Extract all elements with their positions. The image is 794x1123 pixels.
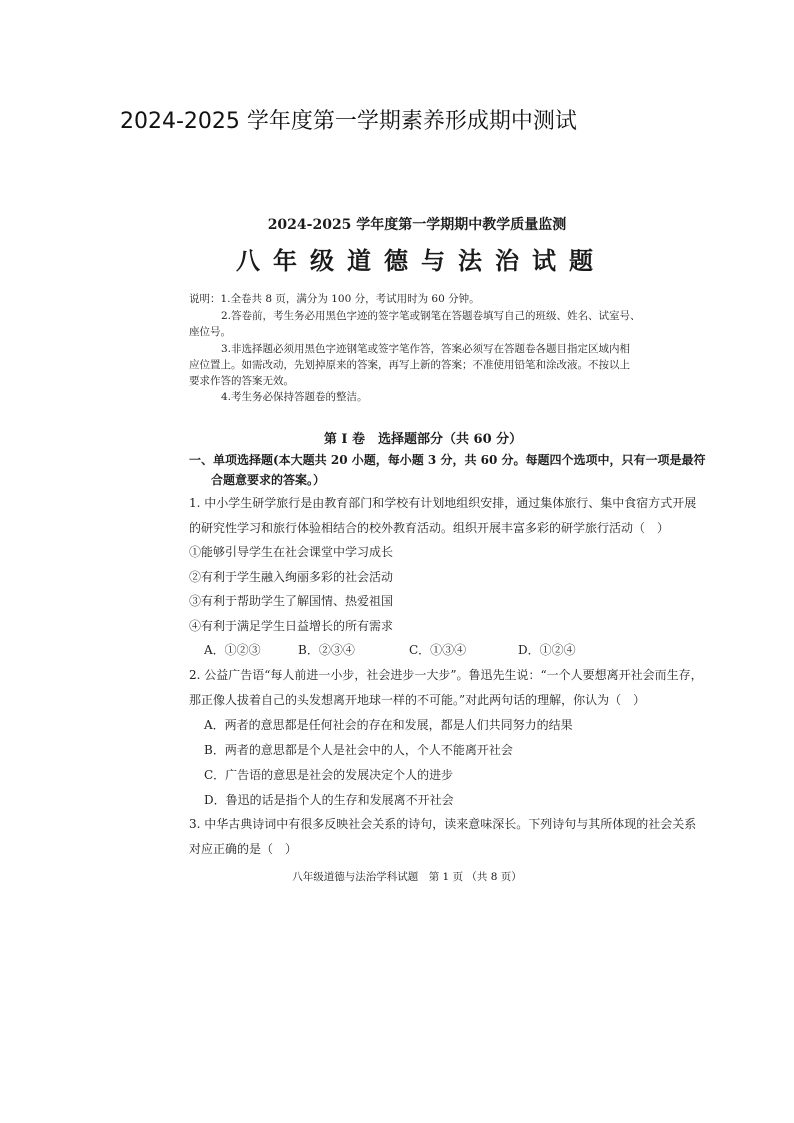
q1-statement-4: ④有利于满足学生日益增长的所有需求: [189, 619, 394, 633]
q1-stem-a: 1. 中小学生研学旅行是由教育部门和学校有计划地组织安排，通过集体旅行、集中食宿方式开展: [189, 496, 697, 510]
q1-option-a: A．①②③: [204, 643, 261, 657]
q2-option-c: C．广告语的意思是社会的发展决定个人的进步: [204, 768, 454, 782]
page-footer: 八年级道德与法治学科试题 第 1 页 （共 8 页）: [292, 871, 522, 883]
q1-option-c: C．①③④: [409, 643, 467, 657]
exam-subtitle: 2024-2025 学年度第一学期期中教学质量监测: [267, 217, 567, 233]
q1-option-d: D．①②④: [518, 643, 576, 657]
section-instruction-b: 合题意要求的答案。）: [211, 473, 326, 487]
q2-stem-a: 2. 公益广告语“每人前进一小步，社会进步一大步”。鲁迅先生说：“一个人要想离开社会而生存，: [189, 668, 703, 682]
page-heading: 2024-2025 学年度第一学期素养形成期中测试: [120, 109, 577, 134]
q1-option-b: B．②③④: [298, 643, 355, 657]
instruction-line-3a: 3.非选择题必须用黑色字迹钢笔或签字笔作答，答案必须写在答题卷各题目指定区域内相: [221, 343, 631, 355]
q2-option-b: B．两者的意思都是个人是社会中的人，个人不能离开社会: [204, 743, 513, 757]
instruction-line-2b: 座位号。: [189, 326, 231, 338]
q3-stem-a: 3. 中华古典诗词中有很多反映社会关系的诗句，读来意味深长。下列诗句与其所体现的社会关系: [189, 817, 697, 831]
instruction-line-3b: 应位置上。如需改动，先划掉原来的答案，再写上新的答案；不准使用铅笔和涂改液。不按以上: [189, 359, 630, 371]
q3-stem-b: 对应正确的是（ ）: [189, 842, 298, 856]
q1-stem-b: 的研究性学习和旅行体验相结合的校外教育活动。组织开展丰富多彩的研学旅行活动（ ）: [189, 521, 670, 535]
instruction-line-3c: 要求作答的答案无效。: [189, 375, 294, 387]
q2-option-a: A．两者的意思都是任何社会的存在和发展，都是人们共同努力的结果: [204, 718, 573, 732]
exam-title: 八年级道德与法治试题: [236, 246, 606, 275]
instruction-line-4: 4.考生务必保持答题卷的整洁。: [221, 391, 368, 403]
instruction-line-1: 说明：1.全卷共 8 页，满分为 100 分，考试用时为 60 分钟。: [189, 293, 480, 305]
q2-option-d: D．鲁迅的话是指个人的生存和发展离不开社会: [204, 793, 454, 807]
q2-stem-b: 那正像人拔着自己的头发想离开地球一样的不可能。”对此两句话的理解，你认为（ ）: [189, 693, 646, 707]
q1-statement-1: ①能够引导学生在社会课堂中学习成长: [189, 545, 394, 559]
instruction-line-2a: 2.答卷前，考生务必用黑色字迹的签字笔或钢笔在答题卷填写自己的班级、姓名、试室号、: [221, 310, 641, 322]
q1-statement-2: ②有利于学生融入绚丽多彩的社会活动: [189, 570, 394, 584]
q1-statement-3: ③有利于帮助学生了解国情、热爱祖国: [189, 594, 394, 608]
section-title: 第 I 卷 选择题部分（共 60 分）: [323, 432, 523, 447]
section-instruction-a: 一、单项选择题(本大题共 20 小题，每小题 3 分，共 60 分。每题四个选项中，只有一项是最符: [189, 453, 706, 467]
